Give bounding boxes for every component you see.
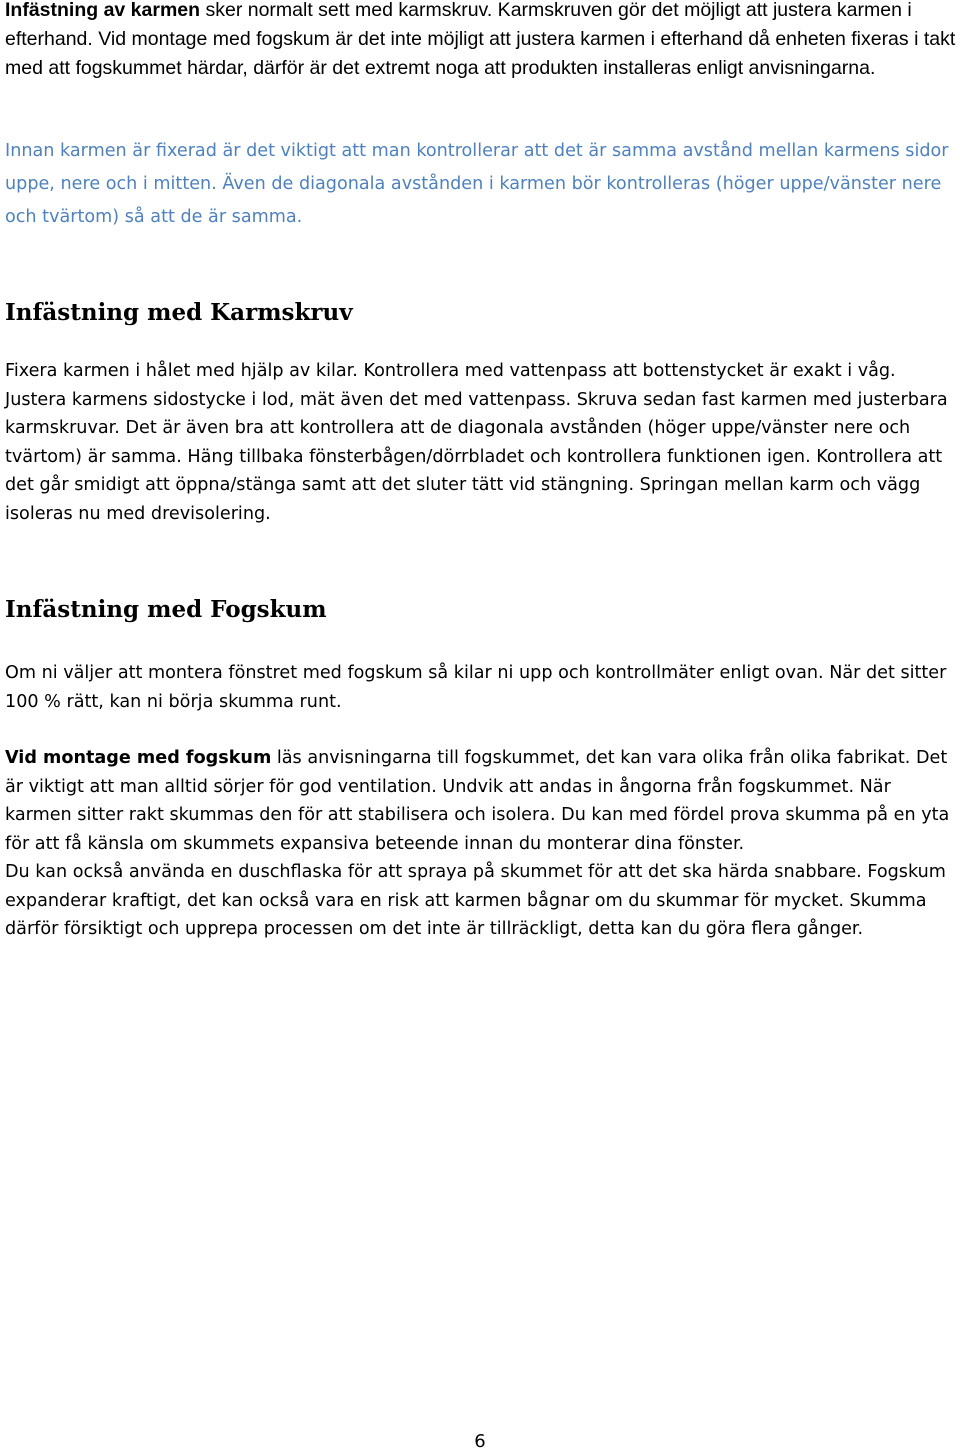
karmskruv-paragraph: Fixera karmen i hålet med hjälp av kilar. Kontrollera med vattenpass att bottenstycket är exakt i våg. Justera karmens sidostycke i lod, mät även det med vattenpass. Skruva sedan fast karmen med justerbara karmskruvar. Det är även bra att kontrollera att de diagonala avstånden (höger uppe/vänster nere och tvärtom) är samma. Häng tillbaka fönsterbågen/dörrbladet och kontrollera funktionen igen. Kontrollera att det går smidigt att öppna/stänga samt att det sluter tätt vid stängning. Springan mellan karm och vägg isoleras nu med drevisolering. [5,361,948,524]
page-number: 6 [474,1431,486,1452]
heading-fogskum: Infästning med Fogskum [5,596,327,623]
fogskum-paragraph-2 [5,744,958,858]
heading-karmskruv: Infästning med Karmskruv [5,299,353,326]
frame-check-note: Innan karmen är fixerad är det viktigt att man kontrollerar att det är samma avstånd mellan karmens sidor uppe, nere och i mitten. Även de diagonala avstånden i karmen bör kontrolleras (höger uppe/vänster nere och tvärtom) så att de är samma. [5,141,949,227]
intro-lead-bold: Infästning av karmen [5,0,201,21]
intro-paragraph [5,0,958,83]
intro-text: sker normalt sett med karmskruv. Karmskruven gör det möjligt att justera karmen i efterhand. Vid montage med fogskum är det inte möjligt att justera karmen i efterhand då enheten fixeras i takt med att fogskummet härdar, därför är det extremt noga att produkten installeras enligt anvisningarna. [5,0,956,79]
fogskum-paragraph-2-text: läs anvisningarna till fogskummet, det kan vara olika från olika fabrikat. Det är viktigt att man alltid sörjer för god ventilation. Undvik att andas in ångorna från fogskummet. När karmen sitter rakt skummas den för att stabilisera och isolera. Du kan med fördel prova skumma på en yta för att få känsla om skummets expansiva beteende innan du monterar dina fönster. [5,748,950,854]
fogskum-paragraph-3: Du kan också använda en duschflaska för att spraya på skummet för att det ska härda snabbare. Fogskum expanderar kraftigt, det kan också vara en risk att karmen bågnar om du skummar för mycket. Skumma därför försiktigt och upprepa processen om det inte är tillräckligt, detta kan du göra flera gånger. [5,862,946,939]
fogskum-paragraph-1: Om ni väljer att montera fönstret med fogskum så kilar ni upp och kontrollmäter enligt ovan. När det sitter 100 % rätt, kan ni börja skumma runt. [5,663,947,712]
fogskum-lead-bold: Vid montage med fogskum [5,748,272,768]
